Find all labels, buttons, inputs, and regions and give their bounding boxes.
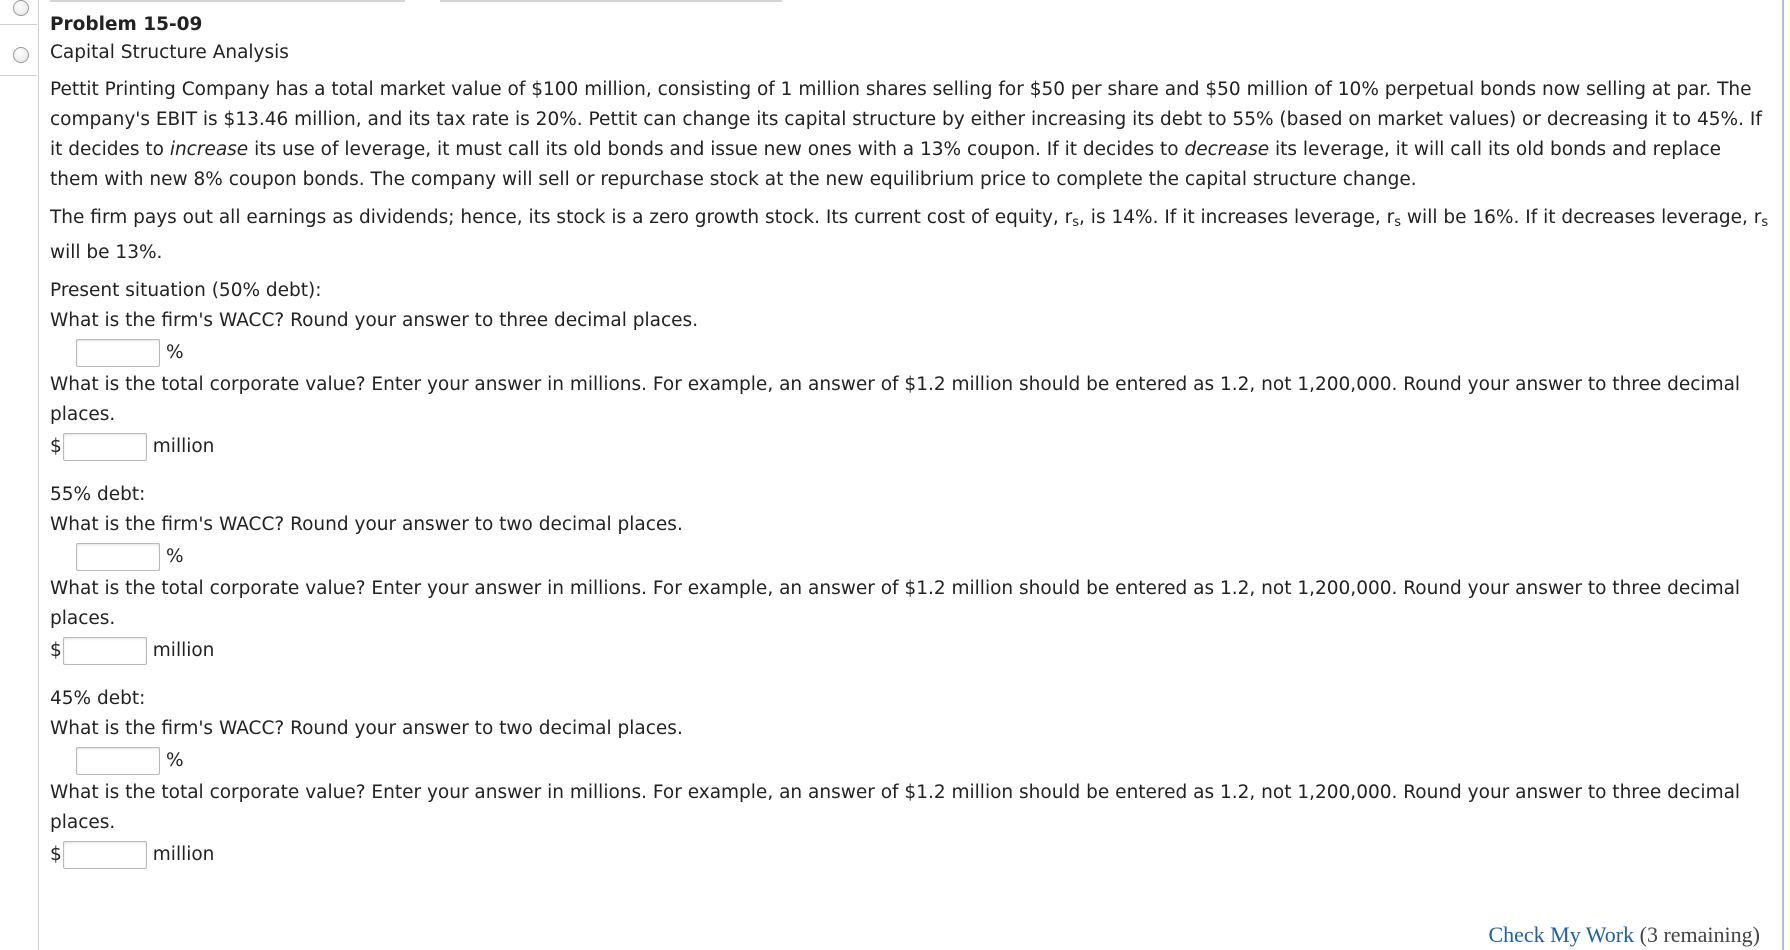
remaining-count: (3 remaining)	[1639, 922, 1760, 947]
value-answer-row	[50, 838, 1774, 872]
wacc-answer-row	[50, 540, 1774, 574]
wacc-input[interactable]	[76, 339, 160, 367]
radio-button[interactable]	[13, 47, 29, 63]
section-heading: 45% debt:	[50, 688, 146, 709]
section-55-debt	[50, 480, 1774, 668]
dollar-prefix: $	[50, 640, 62, 661]
problem-subtitle: Capital Structure Analysis	[50, 42, 289, 63]
wacc-question: What is the firm's WACC? Round your answer to two decimal places.	[50, 718, 683, 739]
dollar-prefix: $	[50, 844, 62, 865]
million-unit: million	[152, 640, 215, 661]
value-answer-row	[50, 634, 1774, 668]
right-border	[1782, 0, 1784, 950]
corporate-value-input[interactable]	[63, 433, 147, 461]
divider	[0, 24, 37, 25]
wacc-answer-row	[50, 336, 1774, 370]
footer	[1488, 920, 1760, 950]
section-heading: Present situation (50% debt):	[50, 280, 322, 301]
wacc-answer-row	[50, 744, 1774, 778]
value-question: What is the total corporate value? Enter your answer in millions. For example, an answer of $1.2 million should be entered as 1.2, not 1,200,000. Round your answer to three decimal places.	[50, 578, 1741, 629]
value-question: What is the total corporate value? Enter your answer in millions. For example, an answer of $1.2 million should be entered as 1.2, not 1,200,000. Round your answer to three decimal places.	[50, 374, 1741, 425]
section-45-debt	[50, 684, 1774, 872]
check-my-work-link[interactable]: Check My Work	[1488, 922, 1635, 947]
corporate-value-input[interactable]	[63, 841, 147, 869]
problem-title: Problem 15-09	[50, 14, 203, 35]
top-tab-edge	[440, 0, 782, 2]
section-heading: 55% debt:	[50, 484, 146, 505]
dollar-prefix: $	[50, 436, 62, 457]
percent-unit: %	[166, 546, 184, 567]
wacc-question: What is the firm's WACC? Round your answer to three decimal places.	[50, 310, 699, 331]
intro-paragraph-1: Pettit Printing Company has a total market value of $100 million, consisting of 1 million shares selling for $50 per share and $50 million of 10% perpetual bonds now selling at par. The company's EBIT is $13.46 million, and its tax rate is 20%. Pettit can change its capital structure by either increasing its debt to 55% (based on market values) or decreasing it to 45%. If it decides to increase its use of leverage, it must call its old bonds and issue new ones with a 13% coupon. If it decides to decrease its leverage, it will call its old bonds and replace them with new 8% coupon bonds. The company will sell or repurchase stock at the new equilibrium price to complete the capital structure change.	[50, 79, 1762, 190]
top-tab-edge	[50, 0, 405, 2]
radio-button[interactable]	[13, 0, 29, 16]
problem-content	[50, 12, 1774, 872]
wacc-question: What is the firm's WACC? Round your answer to two decimal places.	[50, 514, 683, 535]
wacc-input[interactable]	[76, 543, 160, 571]
value-question: What is the total corporate value? Enter your answer in millions. For example, an answer of $1.2 million should be entered as 1.2, not 1,200,000. Round your answer to three decimal places.	[50, 782, 1741, 833]
left-rail	[0, 0, 39, 950]
section-present	[50, 276, 1774, 464]
divider	[0, 75, 37, 76]
intro-paragraph-2: The firm pays out all earnings as dividends; hence, its stock is a zero growth stock. Its current cost of equity, $r_s$, is 14%. If it increases leverage, $r_s$ will be 16%. If it decreases leverage, $r_s$ will be 13%.	[50, 207, 1769, 263]
percent-unit: %	[166, 342, 184, 363]
wacc-input[interactable]	[76, 747, 160, 775]
million-unit: million	[152, 436, 215, 457]
million-unit: million	[152, 844, 215, 865]
value-answer-row	[50, 430, 1774, 464]
corporate-value-input[interactable]	[63, 637, 147, 665]
percent-unit: %	[166, 750, 184, 771]
